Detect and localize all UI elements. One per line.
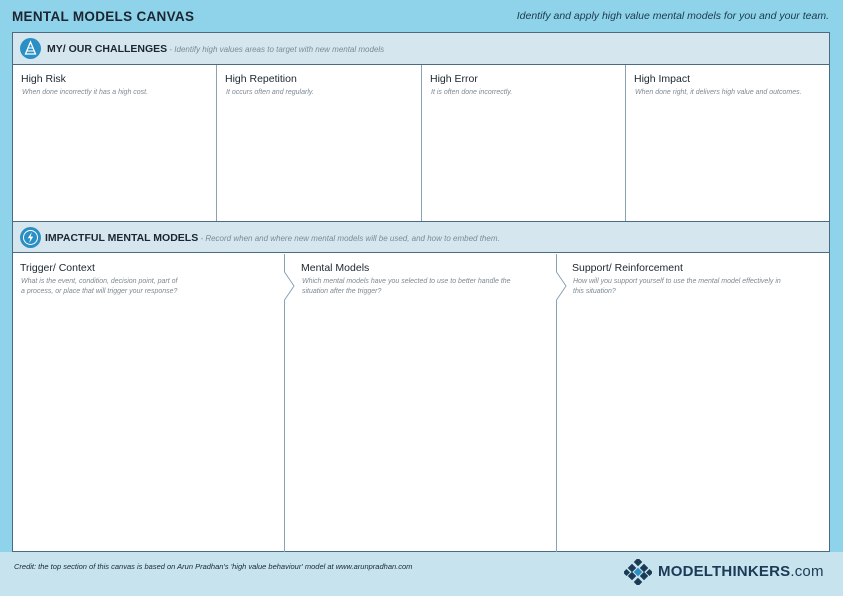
cell-title: High Repetition: [225, 73, 297, 85]
canvas-board: [12, 32, 830, 552]
flow-arrow-divider: [284, 254, 296, 552]
models-header: [13, 221, 829, 253]
challenges-hint: - Identify high values areas to target with new mental models: [167, 45, 385, 54]
brand-name-bold: MODELTHINKERS: [658, 563, 791, 580]
cell-description-line: a process, or place that will trigger your response?: [21, 288, 178, 295]
page-title: MENTAL MODELS CANVAS: [12, 9, 195, 24]
cell-high-impact[interactable]: [626, 65, 829, 220]
brand-name-domain: .com: [790, 563, 824, 580]
cell-trigger-context[interactable]: [13, 254, 284, 551]
page-subtitle: Identify and apply high value mental models for you and your team.: [516, 10, 829, 22]
cell-description-line: What is the event, condition, decision point, part of: [21, 278, 178, 285]
challenges-title: [47, 43, 384, 55]
cell-support-reinforcement[interactable]: [568, 254, 828, 551]
cell-description: It is often done incorrectly.: [431, 89, 513, 96]
cell-title: Trigger/ Context: [20, 262, 95, 274]
triangle-stack-icon: [20, 38, 41, 59]
brand-name: [658, 563, 824, 580]
cell-high-risk[interactable]: [13, 65, 216, 220]
models-hint: - Record when and where new mental models will be used, and how to embed them.: [198, 234, 500, 243]
cell-description: When done right, it delivers high value and outcomes.: [635, 89, 802, 96]
cell-description: [302, 277, 511, 297]
diamond-grid-icon: [624, 559, 652, 585]
flow-arrow-divider: [556, 254, 568, 552]
cell-title: High Error: [430, 73, 478, 85]
modelthinkers-logo[interactable]: [624, 558, 834, 586]
models-title-text: IMPACTFUL MENTAL MODELS: [45, 232, 199, 244]
cell-title: Mental Models: [301, 262, 370, 274]
cell-description: It occurs often and regularly.: [226, 89, 314, 96]
lightning-icon: [20, 227, 41, 248]
cell-description: [21, 277, 177, 297]
cell-title: High Impact: [634, 73, 691, 85]
cell-title: Support/ Reinforcement: [572, 262, 683, 274]
cell-description-line: situation after the trigger?: [302, 288, 382, 295]
cell-description-line: this situation?: [573, 288, 616, 295]
cell-mental-models[interactable]: [296, 254, 554, 551]
cell-title: High Risk: [21, 73, 66, 85]
top-bar: [0, 0, 843, 32]
cell-description: [573, 277, 781, 297]
credit-text: Credit: the top section of this canvas is based on Arun Pradhan's 'high value behaviour' model at www.arunpradhan.com: [14, 562, 413, 571]
challenges-title-text: MY/ OUR CHALLENGES: [47, 43, 168, 55]
cell-description: When done incorrectly it has a high cost.: [22, 89, 149, 96]
challenges-header: [13, 33, 829, 65]
cell-high-error[interactable]: [422, 65, 625, 220]
cell-description-line: How will you support yourself to use the mental model effectively in: [573, 278, 781, 285]
cell-description-line: Which mental models have you selected to use to better handle the: [302, 278, 511, 285]
cell-high-repetition[interactable]: [217, 65, 420, 220]
models-title: [45, 232, 500, 244]
